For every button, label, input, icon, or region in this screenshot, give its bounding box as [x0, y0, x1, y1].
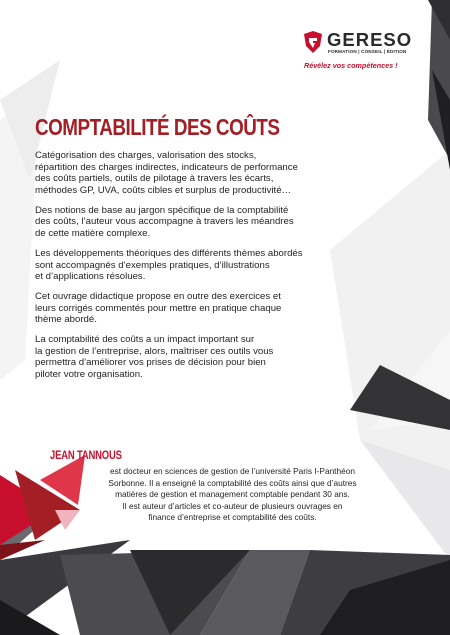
- author-bio: est docteur en sciences de gestion de l’université Paris I-Panthéon Sorbonne. Il a enseigné la comptabilité des coûts ainsi que d’autres matières de gestion et management comptable pendant 30 ans. Il est auteur d’articles et co-auteur de plusieurs ouvrages en finance d’entreprise et comptabilité des coûts.: [108, 466, 357, 522]
- author-name: JEAN TANNOUS: [50, 450, 122, 462]
- gereso-shield-icon: [303, 31, 323, 53]
- description-body: [35, 150, 325, 389]
- description-paragraph: Les développements théoriques des différents thèmes abordés sont accompagnés d’exemples pratiques, d’illustrations et d’applications résolues.: [35, 247, 303, 283]
- description-paragraph: Des notions de base au jargon spécifique de la comptabilité des coûts, l’auteur vous accompagne à travers les méandres de cette matière complexe.: [35, 204, 294, 239]
- book-title: COMPTABILITÉ DES COÛTS: [35, 114, 280, 140]
- description-paragraph: Cet ouvrage didactique propose en outre des exercices et leurs corrigés commentés pour mettre en pratique chaque thème abordé.: [35, 291, 282, 326]
- brand-tagline: Révélez vos compétences !: [304, 61, 398, 70]
- gereso-logo: [303, 30, 438, 75]
- brand-subtitle: FORMATION | CONSEIL | ÉDITION: [328, 49, 407, 54]
- brand-name: GERESO: [327, 29, 413, 50]
- description-paragraph: Catégorisation des charges, valorisation des stocks, répartition des charges indirectes, indicateurs de performance des coûts partiels, outils de pilotage à travers les écarts, méthodes GP, UVA, coûts cibles et surplus de productivité…: [35, 150, 298, 196]
- description-paragraph: La comptabilité des coûts a un impact important sur la gestion de l’entreprise, alors, maîtriser ces outils vous permettra d’améliorer vos prises de décision pour bien piloter votre organisation.: [35, 334, 274, 381]
